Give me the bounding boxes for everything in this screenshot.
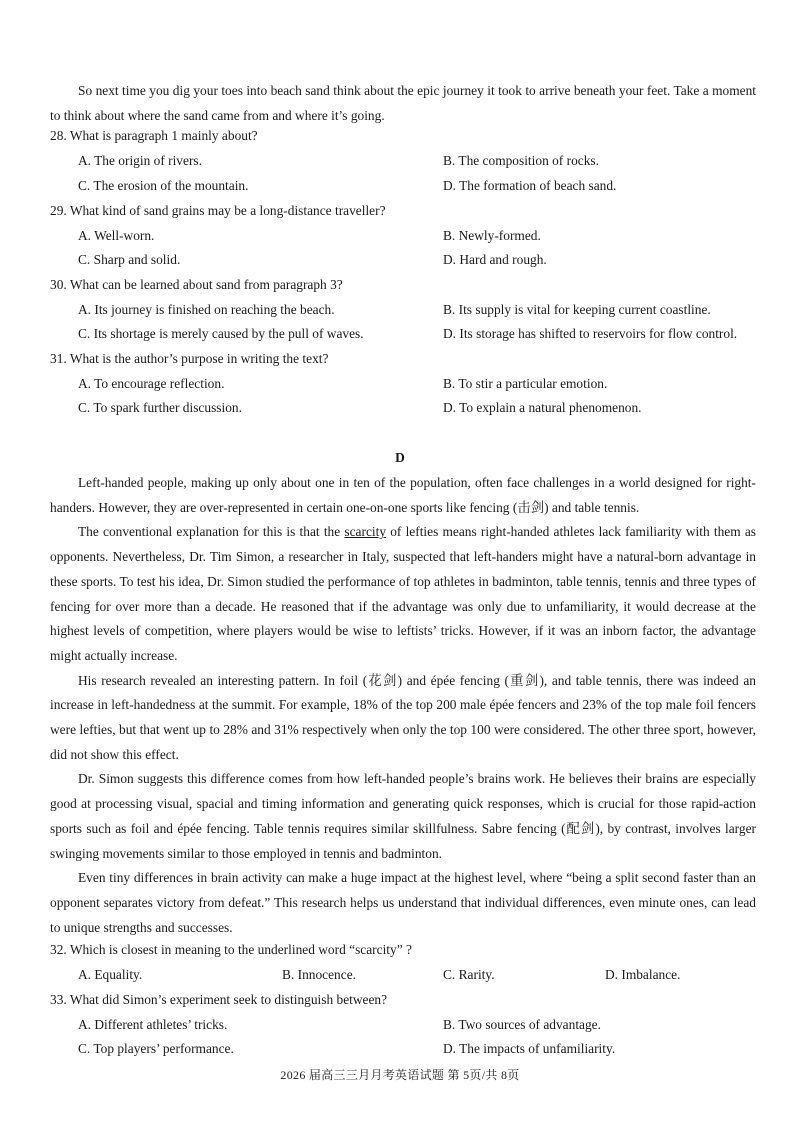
question-33-stem: 33. What did Simon’s experiment seek to distinguish between? <box>50 992 388 1007</box>
question-32-option-a: A. Equality. <box>78 967 143 982</box>
passage-paragraph-5: Even tiny differences in brain activity can make a huge impact at the highest level, where “being a split second faster than an opponent separates victory from defeat.” This research helps us understand that individual differences, even minute ones, can lead to unique strengths and successes. <box>50 870 756 935</box>
question-29-stem: 29. What kind of sand grains may be a long-distance traveller? <box>50 203 386 218</box>
question-30-stem: 30. What can be learned about sand from paragraph 3? <box>50 277 343 292</box>
section-d-title: D <box>395 450 405 465</box>
question-28-option-a: A. The origin of rivers. <box>78 153 202 168</box>
question-31-option-a: A. To encourage reflection. <box>78 376 225 391</box>
passage-paragraph-1: Left-handed people, making up only about one in ten of the population, often face challenges in a world designed for right-handers. However, they are over-represented in certain one-on-one sports like fencing (击剑) and table tennis. <box>50 475 756 515</box>
question-29-option-c: C. Sharp and solid. <box>78 252 181 267</box>
question-29-option-d: D. Hard and rough. <box>443 252 547 267</box>
question-28-option-c: C. The erosion of the mountain. <box>78 178 249 193</box>
question-33-option-b: B. Two sources of advantage. <box>443 1017 601 1032</box>
paragraph-2-text-before: The conventional explanation for this is that the <box>78 524 345 540</box>
question-32-option-d: D. Imbalance. <box>605 967 681 982</box>
question-30-option-d: D. Its storage has shifted to reservoirs for flow control. <box>443 326 738 341</box>
question-29-option-b: B. Newly-formed. <box>443 228 541 243</box>
question-33-option-c: C. Top players’ performance. <box>78 1041 234 1056</box>
underlined-word-scarcity: scarcity <box>344 524 387 540</box>
question-31-stem: 31. What is the author’s purpose in writing the text? <box>50 351 329 366</box>
question-30-option-c: C. Its shortage is merely caused by the pull of waves. <box>78 326 364 341</box>
section-d-passage <box>50 471 756 940</box>
question-31-option-d: D. To explain a natural phenomenon. <box>443 400 642 415</box>
question-29-option-a: A. Well-worn. <box>78 228 155 243</box>
page-footer: 2026 届高三三月月考英语试题 第 5页/共 8页 <box>280 1068 520 1082</box>
question-32-option-c: C. Rarity. <box>443 967 495 982</box>
question-32-stem: 32. Which is closest in meaning to the underlined word “scarcity” ? <box>50 942 412 957</box>
passage-paragraph-2 <box>50 520 756 668</box>
question-32-option-b: B. Innocence. <box>282 967 356 982</box>
passage-paragraph-3: His research revealed an interesting pattern. In foil (花剑) and épée fencing (重剑), and table tennis, there was indeed an increase in left-handedness at the summit. For example, 18% of the top 200 male épée fencers and 23% of the top male foil fencers were lefties, but that went up to 28% and 31% respectively when only the top 100 were considered. The other three sport, however, did not show this effect. <box>50 672 756 762</box>
question-33-option-a: A. Different athletes’ tricks. <box>78 1017 228 1032</box>
question-30-option-b: B. Its supply is vital for keeping current coastline. <box>443 302 711 317</box>
question-30-option-a: A. Its journey is finished on reaching the beach. <box>78 302 335 317</box>
question-33-option-d: D. The impacts of unfamiliarity. <box>443 1041 616 1056</box>
question-28-stem: 28. What is paragraph 1 mainly about? <box>50 128 258 143</box>
question-31-option-b: B. To stir a particular emotion. <box>443 376 608 391</box>
question-31-option-c: C. To spark further discussion. <box>78 400 242 415</box>
question-28-option-d: D. The formation of beach sand. <box>443 178 617 193</box>
intro-paragraph: So next time you dig your toes into beach sand think about the epic journey it took to arrive beneath your feet. Take a moment to think about where the sand came from and where it’s going. <box>50 83 756 123</box>
question-28-option-b: B. The composition of rocks. <box>443 153 599 168</box>
paragraph-2-text-after: of lefties means right-handed athletes lack familiarity with them as opponents. Nevertheless, Dr. Tim Simon, a researcher in Italy, suspected that left-handers might have a natural-born advantage in these sports. To test his idea, Dr. Simon studied the performance of top athletes in badminton, table tennis, tennis and three types of fencing for over more than a decade. He reasoned that if the advantage was only due to unfamiliarity, it would decrease at the highest levels of competition, where players would be wise to leftists’ tricks. However, if it was an inborn factor, the advantage might actually increase. <box>50 524 756 663</box>
passage-paragraph-4: Dr. Simon suggests this difference comes from how left-handed people’s brains work. He believes their brains are especially good at processing visual, spacial and timing information and generating quick responses, which is crucial for those rapid-action sports such as foil and épée fencing. Table tennis requires similar skillfulness. Sabre fencing (配剑), by contrast, involves larger swinging movements similar to those employed in tennis and badminton. <box>50 771 756 861</box>
